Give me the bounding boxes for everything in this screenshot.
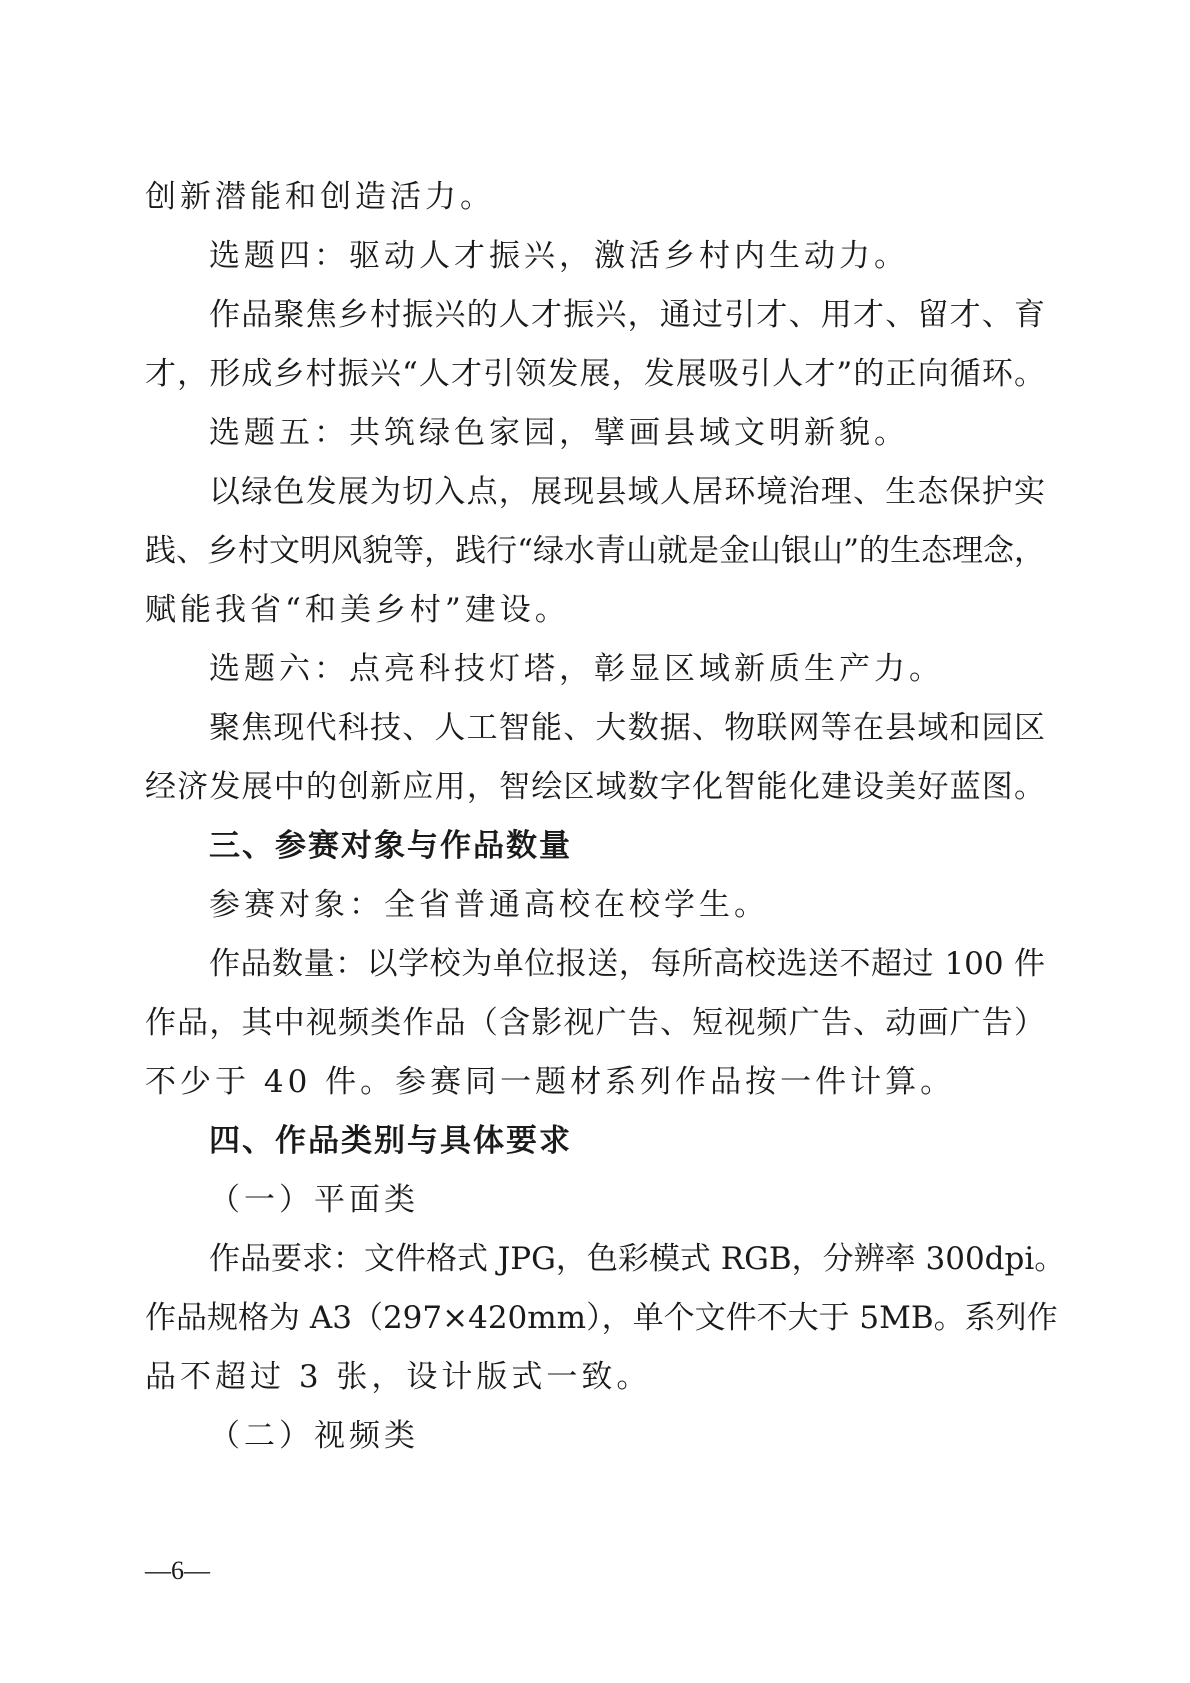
paragraph-line: 以绿色发展为切入点，展现县域人居环境治理、生态保护实 xyxy=(209,474,1045,510)
topic-four-heading: 选题四：驱动人才振兴，激活乡村内生动力。 xyxy=(209,238,909,274)
paragraph-line: 赋能我省“和美乡村”建设。 xyxy=(145,592,570,628)
paragraph-line: 创新潜能和创造活力。 xyxy=(145,179,495,215)
paragraph-line: 经济发展中的创新应用，智绘区域数字化智能化建设美好蓝图。 xyxy=(145,769,1045,805)
paragraph-line: 作品要求：文件格式 JPG，色彩模式 RGB，分辨率 300dpi。 xyxy=(209,1241,1066,1277)
paragraph-line: 参赛对象：全省普通高校在校学生。 xyxy=(209,887,769,923)
paragraph-line: 品不超过 3 张，设计版式一致。 xyxy=(145,1359,652,1395)
subsection-video-heading: （二）视频类 xyxy=(209,1418,419,1454)
section-three-heading: 三、参赛对象与作品数量 xyxy=(209,828,572,864)
paragraph-line: 聚焦现代科技、人工智能、大数据、物联网等在县域和园区 xyxy=(209,710,1045,746)
paragraph-line: 作品规格为 A3（297×420mm），单个文件不大于 5MB。系列作 xyxy=(145,1300,1058,1336)
section-four-heading: 四、作品类别与具体要求 xyxy=(209,1123,572,1159)
topic-six-heading: 选题六：点亮科技灯塔，彰显区域新质生产力。 xyxy=(209,651,944,687)
paragraph-line: 作品数量：以学校为单位报送，每所高校选送不超过 100 件 xyxy=(209,946,1045,982)
paragraph-line: 作品，其中视频类作品（含影视广告、短视频广告、动画广告） xyxy=(145,1005,1045,1041)
subsection-print-heading: （一）平面类 xyxy=(209,1182,419,1218)
topic-five-heading: 选题五：共筑绿色家园，擘画县域文明新貌。 xyxy=(209,415,909,451)
paragraph-line: 践、乡村文明风貌等，践行“绿水青山就是金山银山”的生态理念， xyxy=(145,533,1045,569)
paragraph-line: 不少于 40 件。参赛同一题材系列作品按一件计算。 xyxy=(145,1064,956,1100)
paragraph-line: 才，形成乡村振兴“人才引领发展，发展吸引人才”的正向循环。 xyxy=(145,356,1045,392)
page-number: —6— xyxy=(145,1556,210,1585)
paragraph-line: 作品聚焦乡村振兴的人才振兴，通过引才、用才、留才、育 xyxy=(209,297,1045,333)
